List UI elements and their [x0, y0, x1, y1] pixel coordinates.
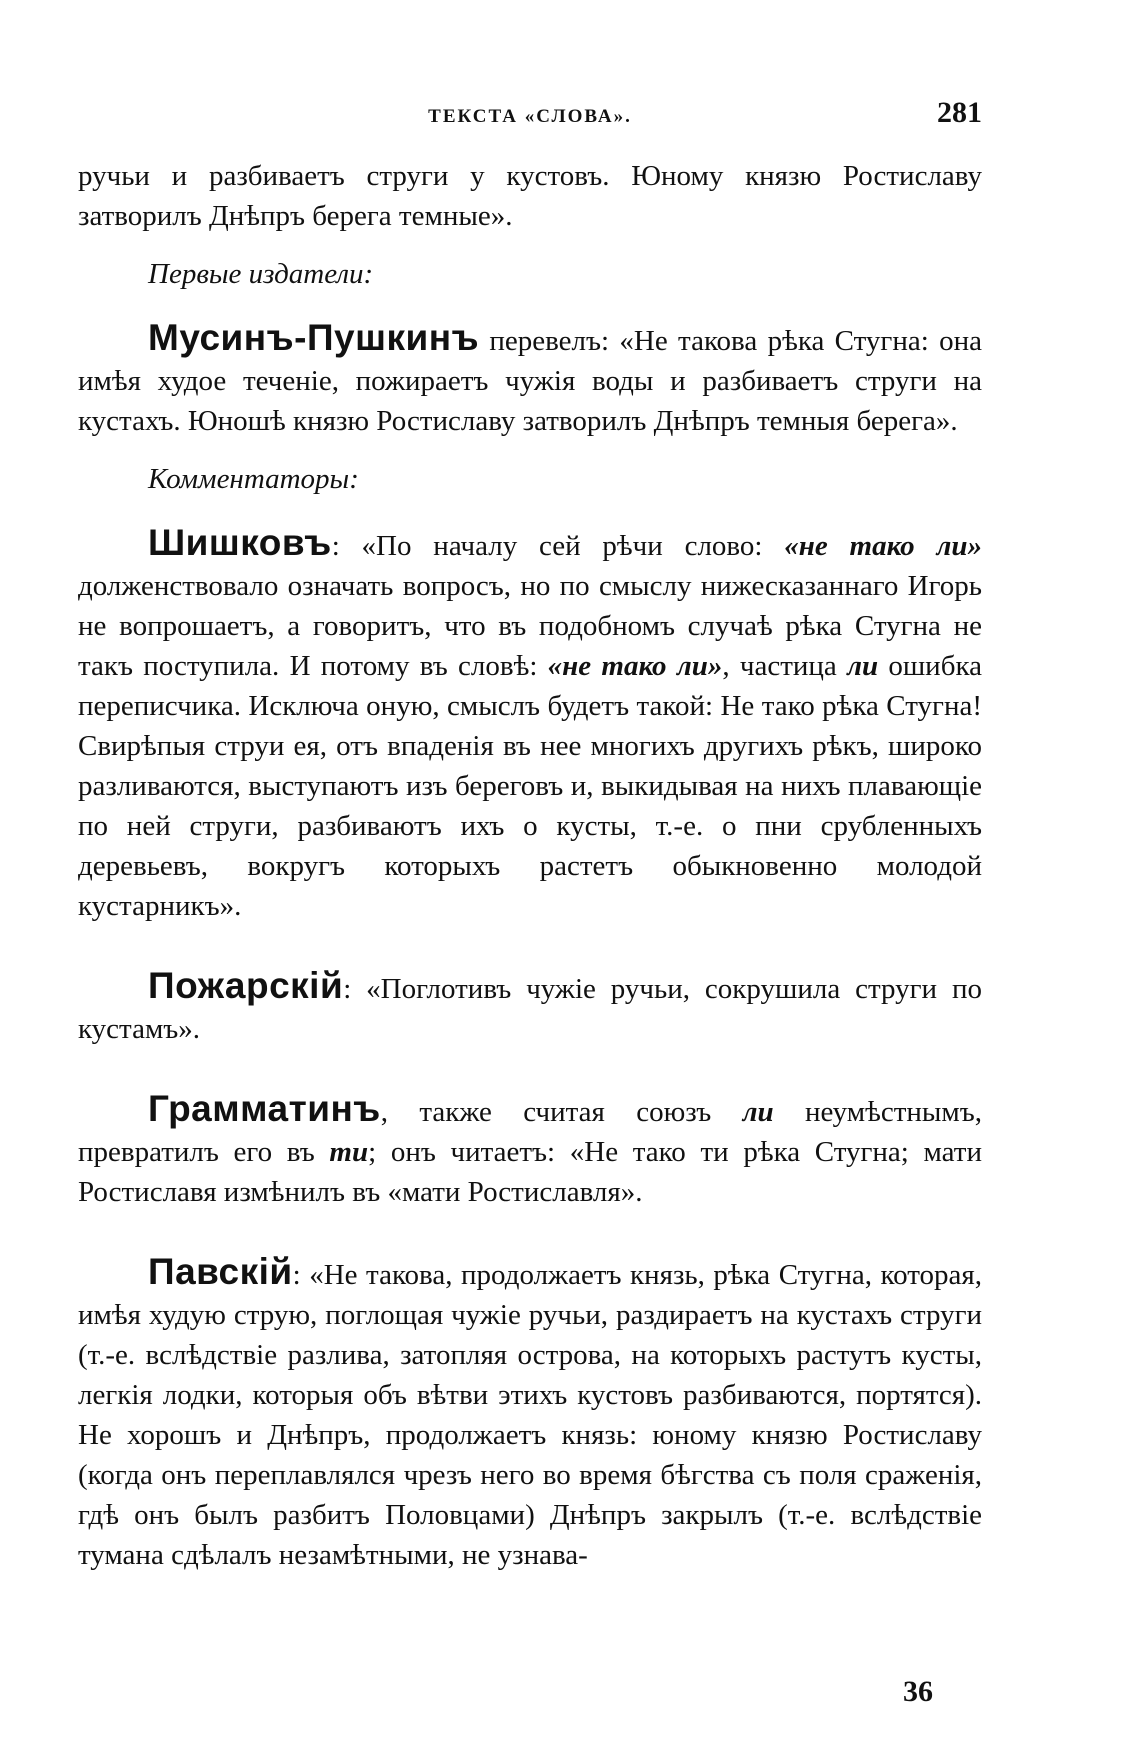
- paragraph-text: : «Поглотивъ чужіе ручьи, сокрушила струги по кустамъ».: [78, 973, 982, 1045]
- section-heading-commentators: Комментаторы:: [148, 463, 359, 495]
- paragraph-shishkov: [78, 523, 982, 926]
- paragraph-text: долженствовало означать вопросъ, но по смыслу нижесказаннаго Игорь не вопрошаетъ, а говоритъ, что въ подобномъ случаѣ рѣка Стугна не такъ поступила. И потому въ словѣ:: [78, 570, 982, 682]
- author-name: Грамматинъ: [148, 1088, 381, 1129]
- author-name: Пожарскій: [148, 965, 344, 1006]
- emphasis: ли: [742, 1096, 774, 1128]
- emphasis: ти: [329, 1136, 369, 1168]
- paragraph-musin-pushkin: [78, 318, 982, 441]
- paragraph-text: ошибка переписчика. Исключа оную, смыслъ будетъ такой: Не тако рѣка Стугна! Свирѣпыя струи ея, отъ впаденія въ нее многихъ другихъ рѣкъ, широко разливаются, выступаютъ изъ береговъ и, выкидывая на нихъ плавающіе по ней струги, разбиваютъ ихъ о кусты, т.-е. о пни срубленныхъ деревьевъ, вокругъ которыхъ растетъ обыкновенно молодой кустарникъ».: [78, 650, 982, 922]
- author-name: Мусинъ-Пушкинъ: [148, 317, 480, 358]
- paragraph-continuation: [78, 156, 982, 236]
- page-body: [78, 156, 982, 1575]
- emphasis: «не тако ли»: [784, 530, 982, 562]
- author-name: Шишковъ: [148, 522, 332, 563]
- page-header: [78, 96, 982, 136]
- paragraph-text: ручьи и разбиваетъ струги у кустовъ. Юному князю Ростиславу затворилъ Днѣпръ берега темные».: [78, 160, 982, 232]
- paragraph-text: ; онъ читаетъ: «Не тако ти рѣка Стугна; мати Ростиславя измѣнилъ въ «мати Ростиславля».: [78, 1136, 982, 1208]
- author-name: Павскій: [148, 1251, 293, 1292]
- paragraph-text: , частица: [722, 650, 848, 682]
- paragraph-text: : «По началу сей рѣчи слово:: [331, 530, 785, 562]
- printer-signature-mark: 36: [903, 1675, 933, 1708]
- emphasis: «не тако ли»: [547, 650, 723, 682]
- emphasis: ли: [847, 650, 879, 682]
- paragraph-text: неумѣстнымъ, превратилъ его въ: [78, 1096, 982, 1168]
- paragraph-text: , также считая союзъ: [380, 1096, 743, 1128]
- page-number: 281: [937, 96, 982, 129]
- paragraph-text: : «Не такова, продолжаетъ князь, рѣка Стугна, которая, имѣя худую струю, поглощая чужіе ручьи, раздираетъ на кустахъ струги (т.-е. вслѣдствіе разлива, затопляя острова, на которыхъ растутъ кусты, легкія лодки, которыя объ вѣтви этихъ кустовъ разбиваются, портятся). Не хорошъ и Днѣпръ, продолжаетъ князь: юному князю Ростиславу (когда онъ переплавлялся чрезъ него во время бѣгства съ поля сраженія, гдѣ онъ былъ разбитъ Половцами) Днѣпръ закрылъ (т.-е. вслѣдствіе тумана сдѣлалъ незамѣтными, не узнава-: [78, 1259, 982, 1571]
- paragraph-pozharsky: [78, 966, 982, 1049]
- section-heading-first-publishers: Первые издатели:: [148, 258, 374, 290]
- paragraph-text: перевелъ: «Не такова рѣка Стугна: она имѣя худое теченіе, пожираетъ чужія воды и разбиваетъ струги на кустахъ. Юношѣ князю Ростиславу затворилъ Днѣпръ темныя берега».: [78, 325, 982, 437]
- paragraph-pavsky: [78, 1252, 982, 1575]
- running-head: ТЕКСТА «СЛОВА».: [428, 106, 632, 127]
- paragraph-grammatin: [78, 1089, 982, 1212]
